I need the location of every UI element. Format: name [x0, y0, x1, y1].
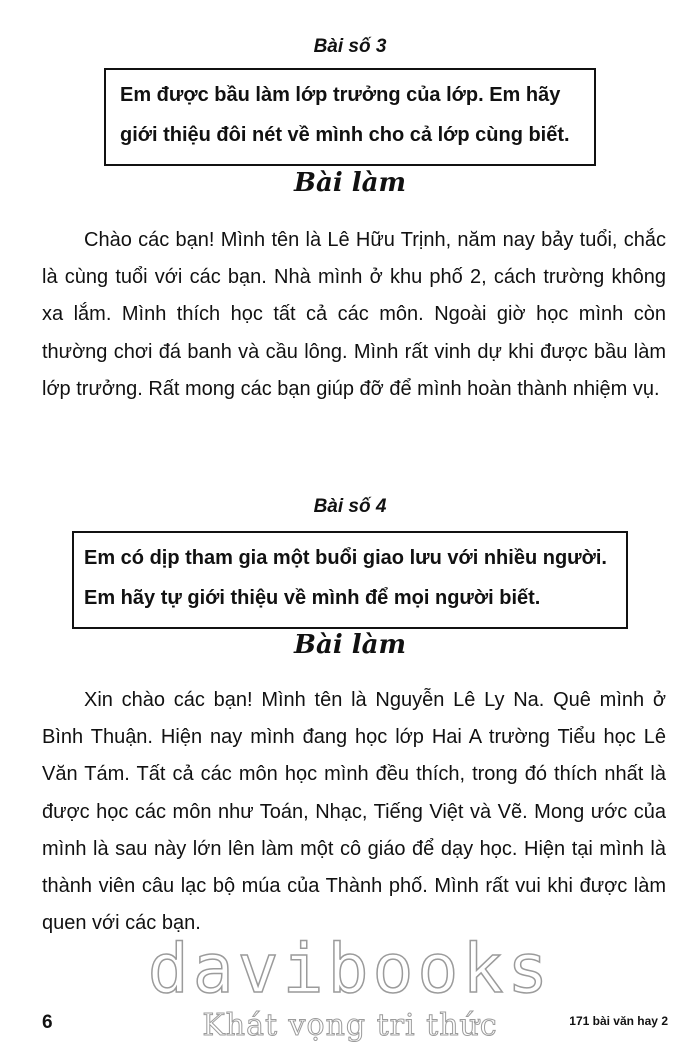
exercise-3-prompt-line-2: giới thiệu đôi nét về mình cho cả lớp cùng biết.	[120, 124, 570, 146]
exercise-3-prompt-box	[104, 68, 596, 166]
page-number: 6	[42, 1012, 53, 1033]
exercise-4-answer-label: Bài làm	[294, 630, 406, 660]
watermark-slogan: Khát vọng tri thức	[202, 1008, 498, 1043]
exercise-4-essay: Xin chào các bạn! Mình tên là Nguyễn Lê Ly Na. Quê mình ở Bình Thuận. Hiện nay mình đang học lớp Hai A trường Tiểu học Lê Văn Tám. Tất cả các môn học mình đều thích, trong đó thích nhất là được học các môn như Toán, Nhạc, Tiếng Việt và Vẽ. Mong ước của mình là sau này lớn lên làm một cô giáo để dạy học. Hiện tại mình là thành viên câu lạc bộ múa của Thành phố. Mình rất vui khi được làm quen với các bạn.	[42, 689, 666, 935]
exercise-3-heading: Bài số 3	[313, 36, 387, 57]
watermark-brand: davibooks	[147, 930, 553, 1009]
exercise-4-prompt-line-2: Em hãy tự giới thiệu về mình để mọi người biết.	[84, 587, 541, 609]
exercise-4-prompt-line-1: Em có dịp tham gia một buổi giao lưu với nhiều người.	[84, 547, 607, 569]
exercise-3-answer-label: Bài làm	[294, 168, 406, 198]
exercise-4-heading: Bài số 4	[313, 496, 387, 517]
exercise-3-essay: Chào các bạn! Mình tên là Lê Hữu Trịnh, năm nay bảy tuổi, chắc là cùng tuổi với các bạn. Nhà mình ở khu phố 2, cách trường không xa lắm. Mình thích học tất cả các môn. Ngoài giờ học mình còn thường chơi đá banh và cầu lông. Mình rất vinh dự khi được bầu làm lớp trưởng. Rất mong các bạn giúp đỡ để mình hoàn thành nhiệm vụ.	[42, 229, 666, 400]
book-title: 171 bài văn hay 2	[569, 1014, 668, 1028]
exercise-3-prompt-line-1: Em được bầu làm lớp trưởng của lớp. Em hãy	[120, 84, 561, 106]
exercise-4-prompt-box	[72, 531, 628, 629]
